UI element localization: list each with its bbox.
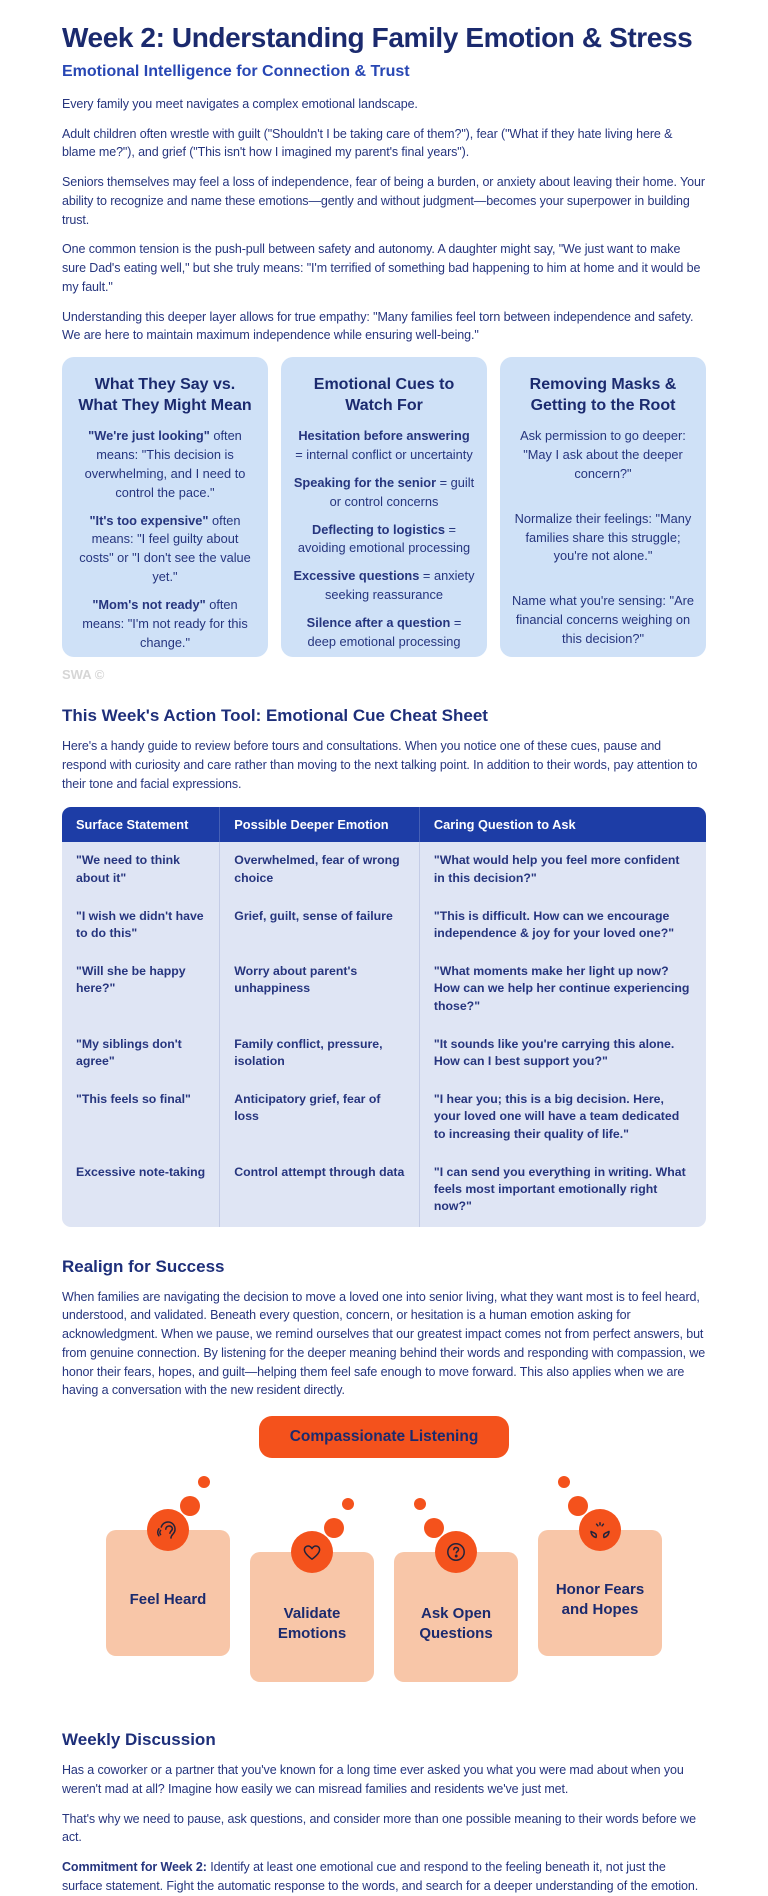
listening-ear-icon [147,1509,189,1551]
insight-card-item: Silence after a question = deep emotional processing [306,615,462,650]
cell-question: "It sounds like you're carrying this alone. How can I best support you?" [419,1026,706,1081]
realign-heading: Realign for Success [62,1256,225,1276]
insight-card-title: Removing Masks & Getting to the Root [529,376,677,414]
insight-card-title: What They Say vs. What They Might Mean [78,376,252,414]
realign-paragraph: When families are navigating the decision to move a loved one into senior living, what they want most is to feel heard, understood, and validated. Beneath every question, concern, or hesitation is a human emotion asking for acknowledgment. When we pause, we remind ourselves that our greatest impact comes not from perfect answers, but from genuine connection. By listening for the deeper meaning behind their words and responding with compassion, we honor their fears, hopes, and guilt—helping them feel safe enough to move forward. This also applies when we are having a conversation with the new resident directly. [62,1289,706,1398]
cell-surface: Excessive note-taking [62,1154,220,1227]
cheat-sheet-table [62,807,706,1226]
diagram-card-label: Validate Emotions [277,1604,347,1642]
insight-card-item: Ask permission to go deeper: "May I ask about the deeper concern?" [520,427,686,481]
action-tool-heading: This Week's Action Tool: Emotional Cue Cheat Sheet [62,706,488,726]
intro-paragraph-5: Understanding this deeper layer allows for true empathy: "Many families feel torn between independence and safety. We are here to maintain maximum independence while ensuring well-being." [62,309,694,343]
cell-question: "What would help you feel more confident in this decision?" [419,842,706,897]
decorative-dot [558,1476,570,1488]
commitment-paragraph: Commitment for Week 2: Identify at least one emotional cue and respond to the feeling beneath it, not just the surface statement. Fight the automatic response to the words, and search for a deeper understanding of the emotion. [62,1860,699,1893]
table-row [62,1026,706,1081]
discussion-paragraph-2: That's why we need to pause, ask questions, and consider more than one possible meaning to their words before we act. [62,1811,696,1845]
table-row [62,953,706,1026]
column-header-deeper-emotion: Possible Deeper Emotion [220,807,420,842]
page-title: Week 2: Understanding Family Emotion & Stress [62,22,693,53]
decorative-dot [342,1498,354,1510]
diagram-card-label: Honor Fears and Hopes [555,1580,645,1618]
weekly-discussion-heading: Weekly Discussion [62,1730,216,1749]
action-tool-intro: Here's a handy guide to review before tours and consultations. When you notice one of these cues, pause and respond with curiosity and care rather than moving to the next talking point. In addition to their words, pay attention to their tone and facial expressions. [62,739,698,791]
cupped-hands-icon [579,1509,621,1551]
watermark: SWA © [62,667,105,683]
insight-card-item: Excessive questions = anxiety seeking reassurance [293,568,475,603]
insight-card-item: Deflecting to logistics = avoiding emotional processing [297,521,471,556]
table-header-row [62,807,706,842]
intro-paragraph-1: Every family you meet navigates a complex emotional landscape. [62,96,418,111]
insight-card-item: "Mom's not ready" often means: "I'm not ready for this change." [82,597,248,651]
cell-question: "What moments make her light up now? How can we help her continue experiencing those?" [419,953,706,1026]
cell-emotion: Anticipatory grief, fear of loss [220,1081,420,1154]
insight-card-item: Name what you're sensing: "Are financial concerns weighing on this decision?" [512,593,694,647]
insight-cards-row [62,357,706,657]
diagram-banner: Compassionate Listening [259,1416,509,1458]
diagram-card-feel-heard [106,1530,230,1704]
insight-card-item: "It's too expensive" often means: "I feel guilty about costs" or "I don't see the value yet." [79,512,251,585]
cell-surface: "We need to think about it" [62,842,220,897]
intro-paragraph-2: Adult children often wrestle with guilt ("Shouldn't I be taking care of them?"), fear ("What if they hate living here & blame me?"), and grief ("This isn't how I imagined my parent's final years"). [62,126,673,160]
diagram-card-honor-fears-hopes [538,1530,662,1704]
column-header-caring-question: Caring Question to Ask [419,807,706,842]
cell-emotion: Control attempt through data [220,1154,420,1227]
insight-card-say-vs-mean [62,357,268,657]
decorative-dot [324,1518,344,1538]
diagram-card-label: Feel Heard [129,1590,207,1608]
insight-card-item: Normalize their feelings: "Many families share this struggle; you're not alone." [514,510,692,564]
cell-surface: "I wish we didn't have to do this" [62,898,220,953]
page-subtitle: Emotional Intelligence for Connection & Trust [62,62,410,80]
cell-emotion: Family conflict, pressure, isolation [220,1026,420,1081]
decorative-dot [568,1496,588,1516]
diagram-card-ask-open-questions [394,1552,518,1704]
diagram-cards-row [62,1474,706,1704]
diagram-card-validate-emotions [250,1552,374,1704]
cell-emotion: Overwhelmed, fear of wrong choice [220,842,420,897]
table-row [62,842,706,897]
cell-question: "I can send you everything in writing. What feels most important emotionally right now?" [419,1154,706,1227]
decorative-dot [198,1476,210,1488]
insight-card-item: "We're just looking" often means: "This decision is overwhelming, and I need to control the pace." [84,427,246,500]
insight-card-title: Emotional Cues to Watch For [313,376,455,414]
cell-surface: "Will she be happy here?" [62,953,220,1026]
cell-surface: "My siblings don't agree" [62,1026,220,1081]
intro-paragraph-4: One common tension is the push-pull between safety and autonomy. A daughter might say, "We just want to make sure Dad's eating well," but she truly means: "I'm terrified of something bad happening to him at home and it would be my fault." [62,242,701,294]
question-mark-icon [435,1531,477,1573]
table-row [62,1081,706,1154]
cell-question: "This is difficult. How can we encourage independence & joy for your loved one?" [419,898,706,953]
decorative-dot [180,1496,200,1516]
insight-card-emotional-cues [281,357,487,657]
insight-card-removing-masks [500,357,706,657]
decorative-dot [414,1498,426,1510]
decorative-dot [424,1518,444,1538]
table-row [62,898,706,953]
cell-question: "I hear you; this is a big decision. Here, your loved one will have a team dedicated to increasing their quality of life." [419,1081,706,1154]
diagram-card-label: Ask Open Questions [419,1604,493,1642]
table-row [62,1154,706,1227]
discussion-paragraph-1: Has a coworker or a partner that you've known for a long time ever asked you what you were mad about when you weren't mad at all? Imagine how easily we can misread families and residents we've just met. [62,1763,684,1796]
cell-emotion: Worry about parent's unhappiness [220,953,420,1026]
heart-icon [291,1531,333,1573]
cell-surface: "This feels so final" [62,1081,220,1154]
insight-card-item: Hesitation before answering = internal conflict or uncertainty [295,427,473,462]
intro-paragraph-3: Seniors themselves may feel a loss of independence, fear of being a burden, or anxiety about leaving their home. Your ability to recognize and name these emotions—gently and without judgment—becomes your superpower in building trust. [62,175,705,227]
cell-emotion: Grief, guilt, sense of failure [220,898,420,953]
column-header-surface-statement: Surface Statement [62,807,220,842]
insight-card-item: Speaking for the senior = guilt or control concerns [293,474,475,509]
compassionate-listening-diagram [62,1416,706,1704]
